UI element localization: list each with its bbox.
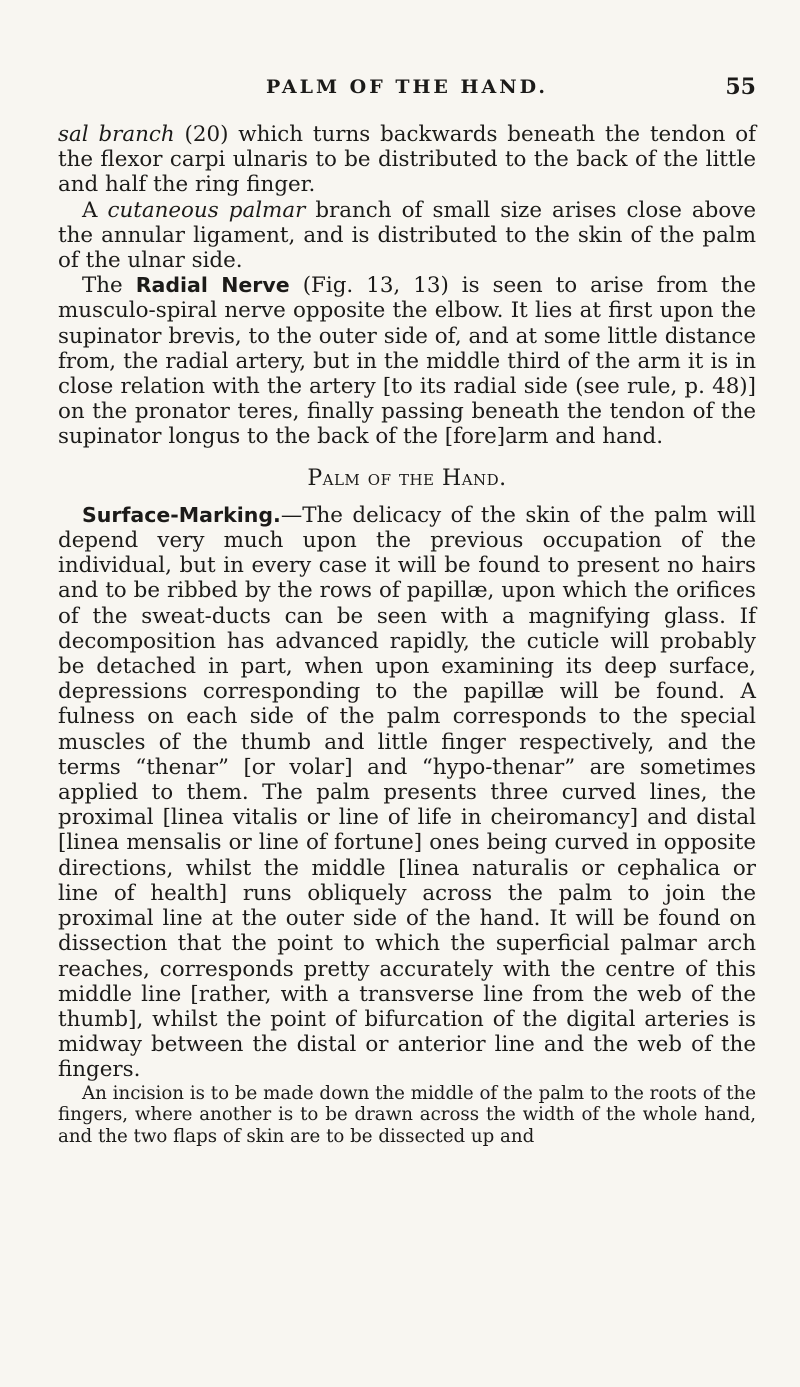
paragraph-lead: A [82, 197, 108, 223]
paragraph-dorsal-branch [58, 122, 756, 198]
running-head [58, 76, 756, 106]
paragraph-cutaneous-palmar [58, 198, 756, 274]
italic-term: cutaneous palmar [107, 197, 306, 223]
run-in-heading: Radial Nerve [135, 273, 290, 298]
paragraph-lead: The [82, 273, 136, 299]
paragraph-surface-marking [58, 503, 756, 1083]
paragraph-dissection-instructions: An incision is to be made down the middle of the palm to the roots of the fingers, where another is to be drawn across the width of the whole hand, and the two flaps of skin are to be dissected up and [58, 1082, 756, 1147]
paragraph-text: branch of small size arises close above the annular ligament, and is distributed to the skin of the palm of the ulnar side. [58, 197, 756, 274]
paragraph-text: (20) which turns backwards beneath the tendon of the flexor carpi ulnaris to be distributed to the back of the little and half the ring finger. [58, 122, 757, 198]
italic-term: sal branch [58, 122, 175, 147]
page-number: 55 [725, 74, 756, 100]
body-text [58, 122, 756, 1147]
running-title: PALM OF THE HAND. [266, 76, 548, 98]
section-heading: Palm of the Hand. [307, 465, 507, 491]
paragraph-radial-nerve [58, 273, 756, 449]
run-in-heading: Surface-Marking. [82, 502, 281, 527]
paragraph-text: (Fig. 13, 13) is seen to arise from the musculo-spiral nerve opposite the elbow. It lies at first upon the supinator brevis, to the outer side of, and at some little distance from, the radial artery, but in the middle third of the arm it is in close relation with the artery [to its radial side (see rule, p. 48)] on the pronator teres, finally passing beneath the tendon of the supinator longus to the back of the [fore]arm and hand. [58, 273, 756, 450]
paragraph-text: —The delicacy of the skin of the palm will depend very much upon the previous occupation of the individual, but in every case it will be found to present no hairs and to be ribbed by the rows of papillæ, upon which the orifices of the sweat-ducts can be seen with a magnifying glass. If decomposition has advanced rapidly, the cuticle will probably be detached in part, when upon examining its deep surface, depressions corresponding to the papillæ will be found. A fulness on each side of the palm corresponds to the special muscles of the thumb and little finger respectively, and the terms “thenar” [or volar] and “hypo-thenar” are sometimes applied to them. The palm presents three curved lines, the proximal [linea vitalis or line of life in cheiromancy] and distal [linea mensalis or line of fortune] ones being curved in opposite directions, whilst the middle [linea naturalis or cephalica or line of health] runs obliquely across the palm to join the proximal line at the outer side of the hand. It will be found on dissection that the point to which the superficial palmar arch reaches, corresponds pretty accurately with the centre of this middle line [rather, with a transverse line from the web of the thumb], whilst the point of bifurcation of the digital arteries is midway between the distal or anterior line and the web of the fingers. [58, 502, 756, 1083]
